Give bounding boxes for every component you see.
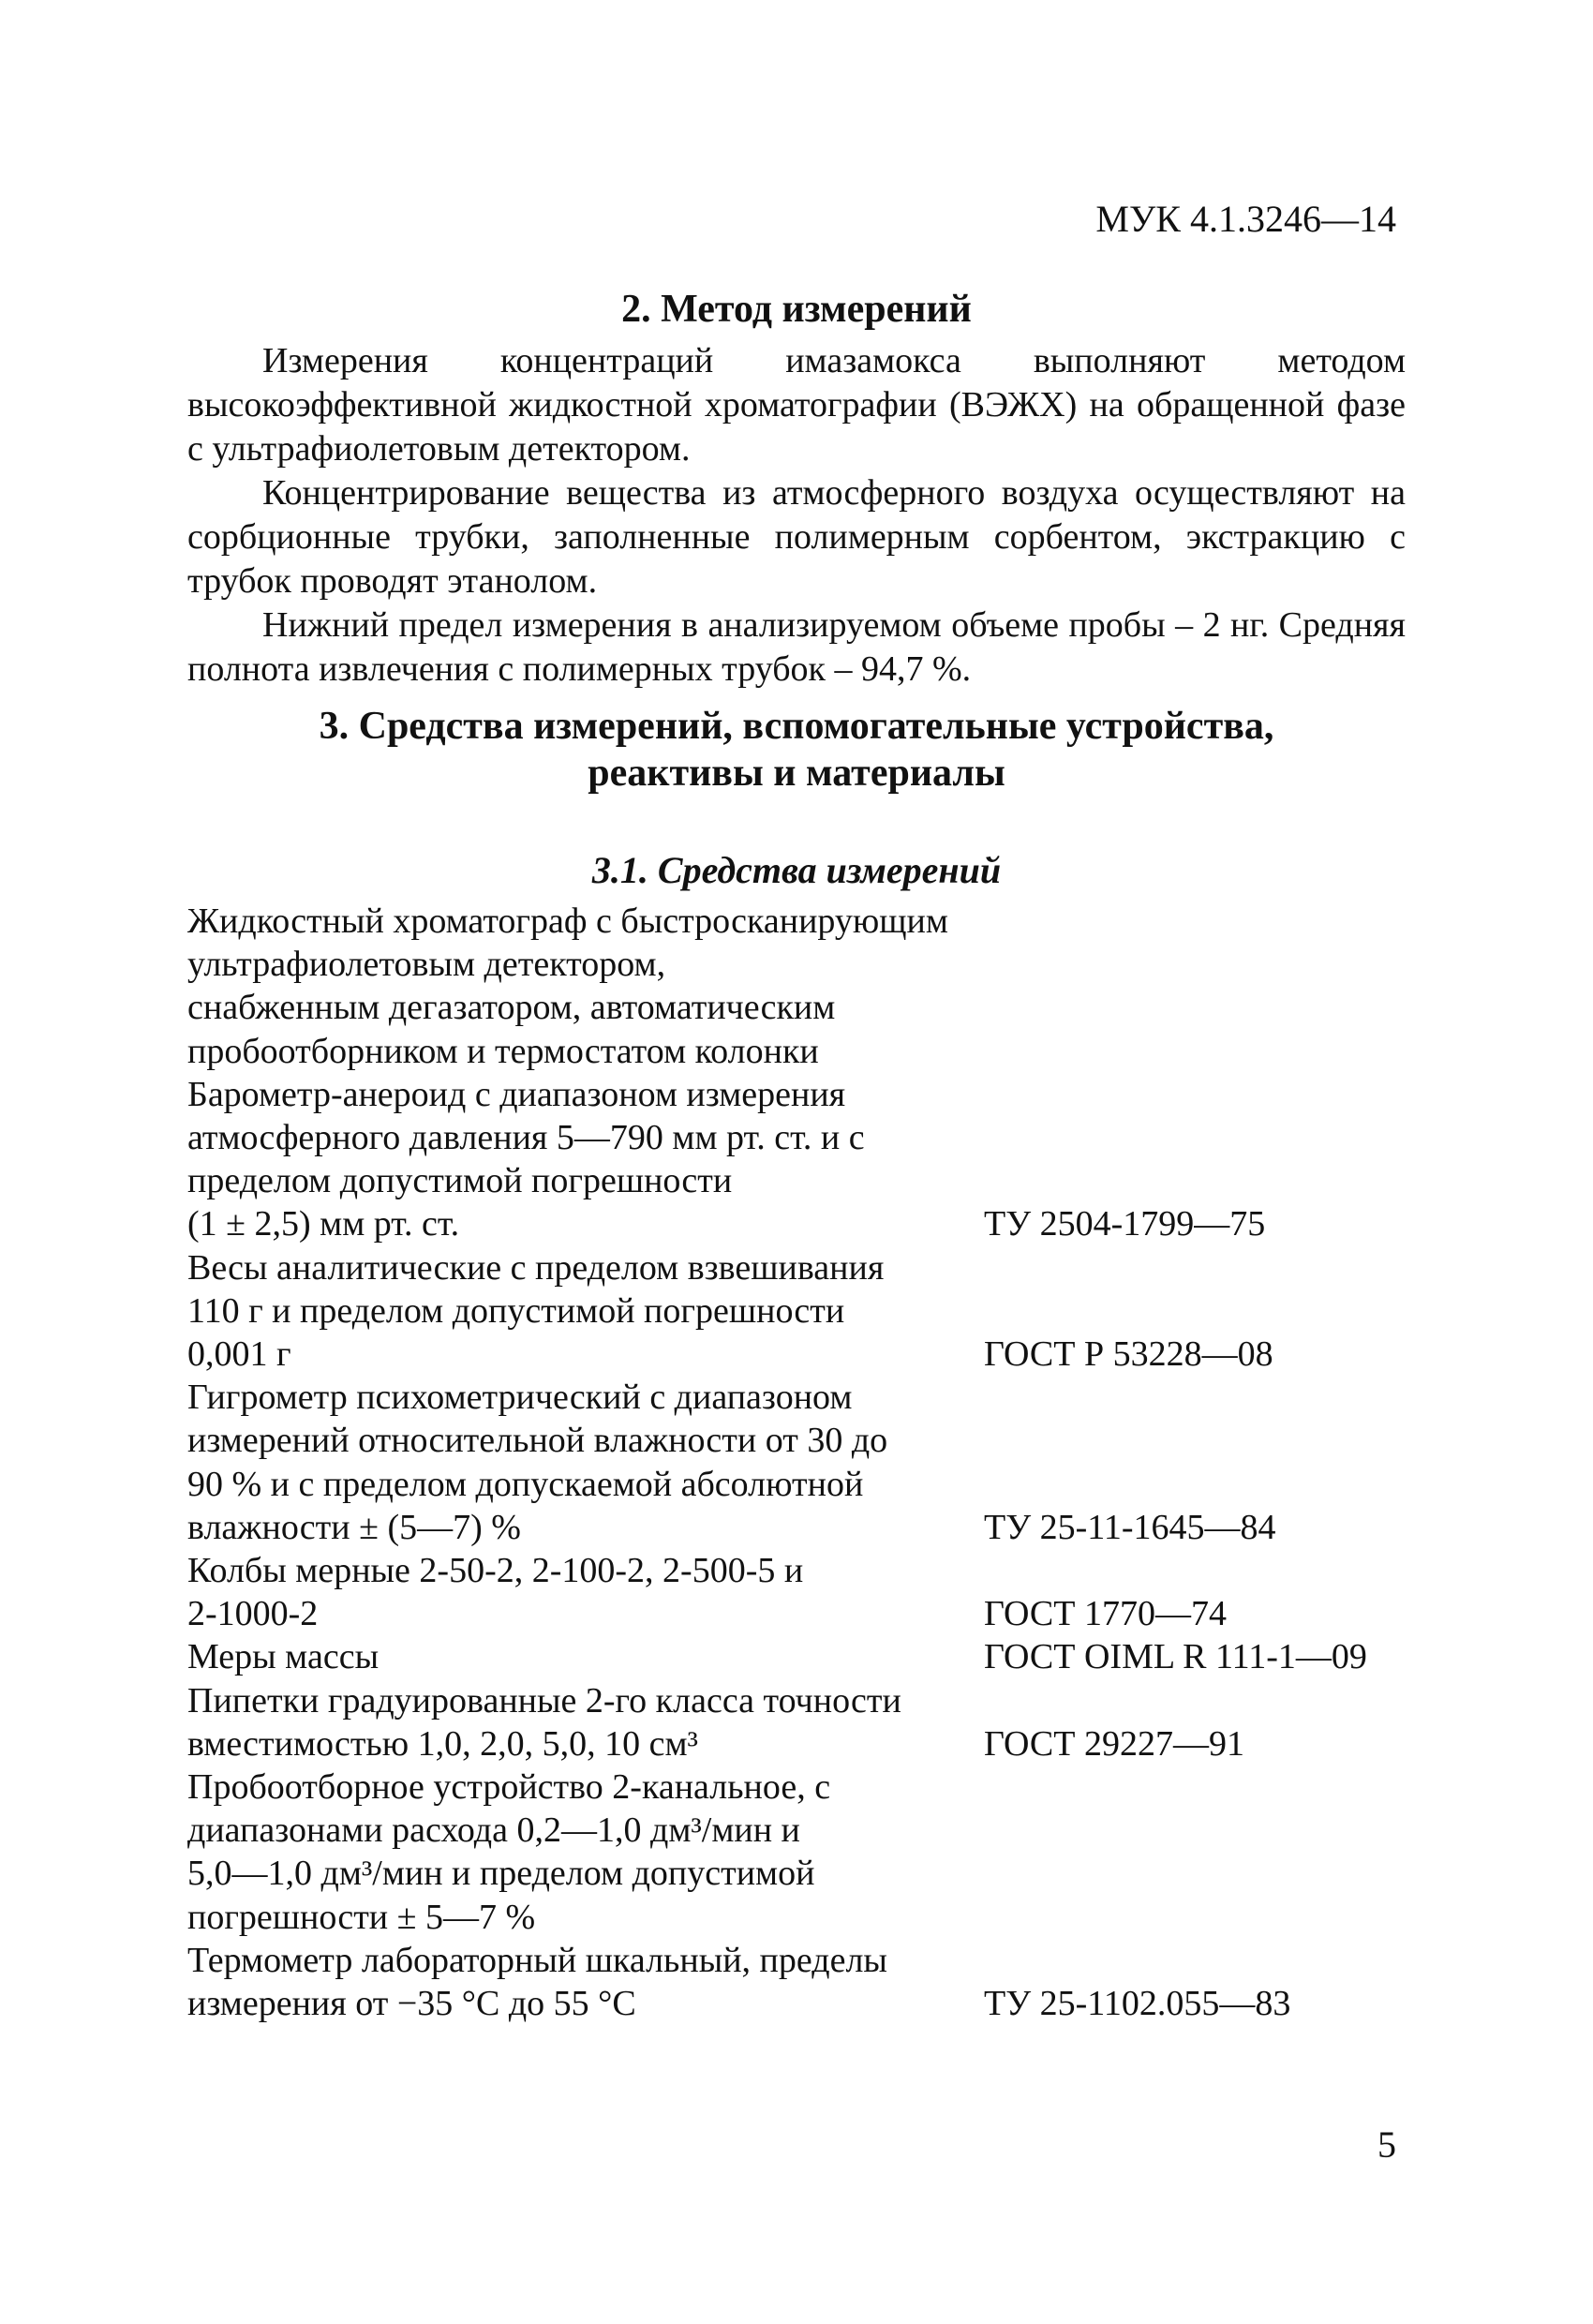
instrument-standard bbox=[984, 1030, 1415, 1073]
instrument-name-line: 5,0—1,0 дм³/мин и пределом допустимой bbox=[187, 1854, 815, 1894]
instrument-name-line: Пробоотборное устройство 2-канальное, с bbox=[187, 1767, 831, 1808]
instrument-name-line: атмосферного давления 5—790 мм рт. ст. и с bbox=[187, 1118, 865, 1158]
instrument-standard: ГОСТ OIML R 111-1—09 bbox=[984, 1637, 1367, 1677]
instrument-standard bbox=[984, 900, 1415, 986]
instrument-name-line: 90 % и с пределом допускаемой абсолютной bbox=[187, 1464, 864, 1504]
table-row bbox=[187, 1073, 1415, 1116]
instrument-standard bbox=[984, 1289, 1415, 1333]
instrument-standard bbox=[984, 1116, 1415, 1159]
section-2-body bbox=[187, 339, 1406, 692]
table-row bbox=[187, 1939, 1415, 1982]
instrument-standard bbox=[984, 1765, 1415, 1809]
instrument-standard bbox=[984, 1939, 1415, 1982]
instrument-standard bbox=[984, 1896, 1415, 1939]
instrument-name-line: Меры массы bbox=[187, 1637, 380, 1677]
instrument-standard bbox=[984, 1246, 1415, 1289]
instrument-standard: ГОСТ Р 53228—08 bbox=[984, 1334, 1273, 1375]
table-row bbox=[187, 1635, 1415, 1678]
instrument-standard: ГОСТ 1770—74 bbox=[984, 1594, 1227, 1634]
table-row bbox=[187, 900, 1415, 986]
table-row bbox=[187, 1722, 1415, 1765]
instruments-table bbox=[187, 900, 1415, 2025]
instrument-standard: ТУ 25-11-1645—84 bbox=[984, 1507, 1276, 1547]
instrument-name-line: Гигрометр психометрический с диапазоном bbox=[187, 1378, 853, 1418]
table-row bbox=[187, 1376, 1415, 1419]
instrument-name-line: Жидкостный хроматограф с быстросканирующим ультрафиолетовым детектором, bbox=[187, 901, 948, 985]
instrument-standard bbox=[984, 1679, 1415, 1722]
table-row bbox=[187, 1289, 1415, 1333]
table-row bbox=[187, 1463, 1415, 1506]
table-row bbox=[187, 1333, 1415, 1376]
instrument-name-line: пробоотборником и термостатом колонки bbox=[187, 1031, 819, 1071]
instrument-name-line: измерений относительной влажности от 30 до bbox=[187, 1421, 888, 1461]
subsection-title: 3.1. Средства измерений bbox=[591, 849, 1002, 891]
section-3-title bbox=[0, 703, 1593, 797]
instrument-name-line: 0,001 г bbox=[187, 1334, 291, 1375]
instrument-name-line: 2-1000-2 bbox=[187, 1594, 319, 1634]
table-row bbox=[187, 1549, 1415, 1592]
instrument-name-line: 110 г и пределом допустимой погрешности bbox=[187, 1290, 845, 1331]
instrument-standard: ГОСТ 29227—91 bbox=[984, 1723, 1244, 1764]
table-row bbox=[187, 986, 1415, 1029]
instrument-standard bbox=[984, 1159, 1415, 1202]
instrument-name-line: диапазонами расхода 0,2—1,0 дм³/мин и bbox=[187, 1810, 800, 1851]
instrument-standard: ТУ 2504-1799—75 bbox=[984, 1204, 1266, 1244]
instrument-standard bbox=[984, 1419, 1415, 1462]
instrument-name-line: снабженным дегазатором, автоматическим bbox=[187, 988, 836, 1028]
instrument-name-line: измерения от −35 °С до 55 °С bbox=[187, 1984, 636, 2024]
section-3-title-line: 3. Средства измерений, вспомогательные устройства, bbox=[319, 705, 1274, 748]
table-row bbox=[187, 1592, 1415, 1635]
instrument-name-line: пределом допустимой погрешности bbox=[187, 1161, 733, 1201]
table-row bbox=[187, 1506, 1415, 1549]
instrument-name-line: (1 ± 2,5) мм рт. ст. bbox=[187, 1204, 460, 1244]
table-row bbox=[187, 1982, 1415, 2025]
table-row bbox=[187, 1030, 1415, 1073]
section-3-title-line: реактивы и материалы bbox=[588, 752, 1005, 795]
table-row bbox=[187, 1116, 1415, 1159]
table-row bbox=[187, 1159, 1415, 1202]
table-row bbox=[187, 1419, 1415, 1462]
table-row bbox=[187, 1679, 1415, 1722]
instrument-standard bbox=[984, 986, 1415, 1029]
instrument-standard bbox=[984, 1809, 1415, 1852]
table-row bbox=[187, 1809, 1415, 1852]
section-2-title: 2. Метод измерений bbox=[621, 288, 972, 331]
instrument-name-line: влажности ± (5—7) % bbox=[187, 1507, 521, 1547]
instrument-name-line: Весы аналитические с пределом взвешивания bbox=[187, 1247, 885, 1288]
instrument-standard bbox=[984, 1073, 1415, 1116]
table-row bbox=[187, 1246, 1415, 1289]
table-row bbox=[187, 1896, 1415, 1939]
instrument-standard bbox=[984, 1852, 1415, 1895]
instrument-name-line: Колбы мерные 2-50-2, 2-100-2, 2-500-5 и bbox=[187, 1551, 804, 1591]
table-row bbox=[187, 1765, 1415, 1809]
document-code: МУК 4.1.3246—14 bbox=[1095, 198, 1396, 240]
paragraph: Измерения концентраций имазамокса выполняют методом высокоэффективной жидкостной хроматографии (ВЭЖХ) на обращенной фазе с ультрафиолетовым детектором. bbox=[187, 341, 1406, 469]
paragraph: Концентрирование вещества из атмосферного воздуха осуществляют на сорбционные трубки, заполненные полимерным сорбентом, экстракцию с трубок проводят этанолом. bbox=[187, 473, 1406, 601]
page-number: 5 bbox=[1377, 2123, 1396, 2166]
instrument-standard bbox=[984, 1549, 1415, 1592]
instrument-name-line: погрешности ± 5—7 % bbox=[187, 1897, 536, 1937]
instrument-standard: ТУ 25-1102.055—83 bbox=[984, 1984, 1291, 2024]
instrument-standard bbox=[984, 1376, 1415, 1419]
instrument-name-line: Барометр-анероид с диапазоном измерения bbox=[187, 1074, 846, 1114]
table-row bbox=[187, 1852, 1415, 1895]
instrument-name-line: Пипетки градуированные 2-го класса точности bbox=[187, 1680, 901, 1721]
instrument-name-line: вместимостью 1,0, 2,0, 5,0, 10 см³ bbox=[187, 1723, 698, 1764]
table-row bbox=[187, 1202, 1415, 1245]
instrument-name-line: Термометр лабораторный шкальный, пределы bbox=[187, 1940, 887, 1980]
instrument-standard bbox=[984, 1463, 1415, 1506]
paragraph: Нижний предел измерения в анализируемом объеме пробы – 2 нг. Средняя полнота извлечения с полимерных трубок – 94,7 %. bbox=[187, 605, 1406, 689]
